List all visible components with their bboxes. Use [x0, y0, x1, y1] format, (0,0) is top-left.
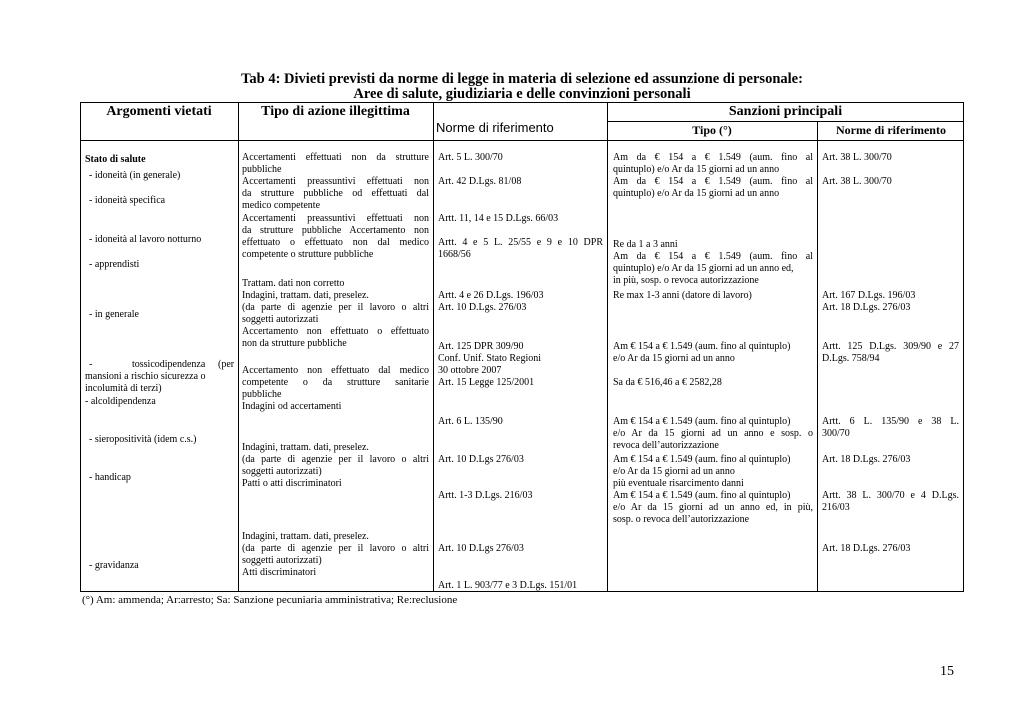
norma-sanzione-line: Artt. 6 L. 135/90 e 38 L. — [822, 416, 959, 427]
page-number: 15 — [940, 664, 954, 679]
col-border-1 — [238, 102, 239, 592]
header-norme: Norme di riferimento — [436, 120, 554, 135]
norma-line: Art. 10 D.Lgs 276/03 — [438, 454, 524, 465]
norma-line: Artt. 1-3 D.Lgs. 216/03 — [438, 490, 533, 501]
norma-line: Artt. 4 e 26 D.Lgs. 196/03 — [438, 290, 544, 301]
topic-tossicodipendenza-dash: - — [89, 359, 93, 370]
azione-line: pubbliche — [242, 389, 282, 400]
sanzione-line: revoca dell’autorizzazione — [613, 440, 719, 451]
footnote: (°) Am: ammenda; Ar:arresto; Sa: Sanzione pecuniaria amministrativa; Re:reclusione — [82, 594, 458, 606]
azione-line: Patti o atti discriminatori — [242, 478, 342, 489]
header-argomenti: Argomenti vietati — [106, 104, 212, 119]
azione-line: Accertamento non effettuato o effettuato — [242, 326, 429, 337]
topic-idoneita-notturno: - idoneità al lavoro notturno — [89, 234, 202, 245]
header-tipo-sanzione: Tipo (°) — [692, 123, 732, 137]
norma-sanzione-line: Artt. 125 D.Lgs. 309/90 e 27 — [822, 341, 959, 352]
azione-line: Indagini, trattam. dati, preselez. — [242, 290, 369, 301]
norma-line: Artt. 4 e 5 L. 25/55 e 9 e 10 DPR — [438, 237, 603, 248]
norma-sanzione-line: Art. 38 L. 300/70 — [822, 152, 892, 163]
sanzione-line: Am € 154 a € 1.549 (aum. fino al quintuplo) — [613, 454, 791, 465]
azione-line: Atti discriminatori — [242, 567, 317, 578]
sanzioni-divider — [607, 121, 964, 122]
col-border-left — [80, 102, 81, 592]
sanzione-line: Sa da € 516,46 a € 2582,28 — [613, 377, 722, 388]
norma-sanzione-line: Artt. 38 L. 300/70 e 4 D.Lgs. — [822, 490, 959, 501]
sanzione-line: e/o Ar da 15 giorni ad un anno — [613, 353, 735, 364]
table-header-border — [80, 140, 964, 141]
azione-line: Accertamenti preassuntivi effettuati non — [242, 176, 429, 187]
azione-line: Accertamenti preassuntivi effettuati non — [242, 213, 429, 224]
sanzione-line: Re max 1-3 anni (datore di lavoro) — [613, 290, 752, 301]
norma-line: Art. 10 D.Lgs 276/03 — [438, 543, 524, 554]
sanzione-line: in più, sosp. o revoca autorizzazione — [613, 275, 759, 286]
sanzione-line: e/o Ar da 15 giorni ad un anno — [613, 466, 735, 477]
sanzione-line: Am € 154 a € 1.549 (aum. fino al quintuplo) — [613, 341, 791, 352]
topic-handicap: - handicap — [89, 472, 131, 483]
norma-sanzione-line: Art. 18 D.Lgs. 276/03 — [822, 543, 911, 554]
azione-line: soggetti autorizzati) — [242, 555, 322, 566]
norma-line: Art. 1 L. 903/77 e 3 D.Lgs. 151/01 — [438, 580, 578, 591]
norma-line: 30 ottobre 2007 — [438, 365, 502, 376]
sanzione-line: Am € 154 a € 1.549 (aum. fino al quintuplo) — [613, 416, 791, 427]
azione-line: (da parte di agenzie per il lavoro o altri — [242, 302, 429, 313]
sanzione-line: quintuplo) e/o Ar da 15 giorni ad un anno ed, — [613, 263, 794, 274]
norma-sanzione-line: Art. 167 D.Lgs. 196/03 — [822, 290, 916, 301]
sanzione-line: Am da € 154 a € 1.549 (aum. fino al — [613, 176, 813, 187]
azione-line: effettuato o effettuato non dal medico — [242, 237, 429, 248]
norma-sanzione-line: Art. 38 L. 300/70 — [822, 176, 892, 187]
norma-sanzione-line: Art. 18 D.Lgs. 276/03 — [822, 454, 911, 465]
azione-line: Trattam. dati non corretto — [242, 278, 345, 289]
table-title-line1: Tab 4: Divieti previsti da norme di legge in materia di selezione ed assunzione di personale: — [241, 71, 803, 87]
norma-line: Art. 42 D.Lgs. 81/08 — [438, 176, 522, 187]
sanzione-line: Am da € 154 a € 1.549 (aum. fino al — [613, 251, 813, 262]
table-top-border — [80, 102, 964, 103]
azione-line: (da parte di agenzie per il lavoro o altri — [242, 543, 429, 554]
norma-sanzione-line: 300/70 — [822, 428, 850, 439]
topic-idoneita-specifica: - idoneità specifica — [89, 195, 166, 206]
topic-tossicodipendenza-line2: mansioni a rischio sicurezza o — [85, 371, 206, 382]
azione-line: pubbliche — [242, 164, 282, 175]
topic-idoneita-generale: - idoneità (in generale) — [89, 170, 181, 181]
topic-alcoldipendenza: - alcoldipendenza — [85, 396, 156, 407]
norma-line: Art. 6 L. 135/90 — [438, 416, 503, 427]
azione-line: non da strutture pubbliche — [242, 338, 347, 349]
azione-line: Indagini od accertamenti — [242, 401, 342, 412]
header-norme-sanzione: Norme di riferimento — [836, 123, 946, 137]
azione-line: soggetti autorizzati — [242, 314, 319, 325]
azione-line: Indagini, trattam. dati, preselez. — [242, 531, 369, 542]
sanzione-line: e/o Ar da 15 giorni ad un anno e sosp. o — [613, 428, 813, 439]
norma-sanzione-line: D.Lgs. 758/94 — [822, 353, 880, 364]
col-border-right — [963, 102, 964, 592]
azione-line: medico competente — [242, 200, 321, 211]
sanzione-line: Am € 154 a € 1.549 (aum. fino al quintuplo) — [613, 490, 791, 501]
header-sanzioni: Sanzioni principali — [728, 104, 843, 119]
sanzione-line: quintuplo) e/o Ar da 15 giorni ad un anno — [613, 164, 780, 175]
norma-line: Conf. Unif. Stato Regioni — [438, 353, 542, 364]
topic-in-generale: - in generale — [89, 309, 139, 320]
topic-gravidanza: - gravidanza — [89, 560, 139, 571]
topic-tossicodipendenza-per: (per — [218, 359, 235, 370]
col-border-3 — [607, 102, 608, 592]
topic-sieropositivita: - sieropositività (idem c.s.) — [89, 434, 197, 445]
sanzione-line: Re da 1 a 3 anni — [613, 239, 678, 250]
topic-stato-salute: Stato di salute — [85, 154, 146, 165]
norma-sanzione-line: Art. 18 D.Lgs. 276/03 — [822, 302, 911, 313]
norma-line: Art. 125 DPR 309/90 — [438, 341, 524, 352]
norma-line: Art. 15 Legge 125/2001 — [438, 377, 535, 388]
sanzione-line: quintuplo) e/o Ar da 15 giorni ad un anno — [613, 188, 780, 199]
topic-tossicodipendenza-line3: incolumità di terzi) — [85, 383, 162, 394]
norma-line: Art. 5 L. 300/70 — [438, 152, 503, 163]
header-tipo-azione: Tipo di azione illegittima — [261, 104, 410, 119]
sanzione-line: e/o Ar da 15 giorni ad un anno ed, in più, — [613, 502, 813, 513]
azione-line: da strutture pubbliche Accertamento non — [242, 225, 429, 236]
norma-sanzione-line: 216/03 — [822, 502, 850, 513]
azione-line: competente o strutture pubbliche — [242, 249, 374, 260]
topic-apprendisti: - apprendisti — [89, 259, 140, 270]
norma-line: Artt. 11, 14 e 15 D.Lgs. 66/03 — [438, 213, 559, 224]
azione-line: competente o da strutture sanitarie — [242, 377, 429, 388]
norma-line: Art. 10 D.Lgs. 276/03 — [438, 302, 527, 313]
sanzione-line: Am da € 154 a € 1.549 (aum. fino al — [613, 152, 813, 163]
topic-tossicodipendenza: tossicodipendenza — [132, 359, 206, 370]
sanzione-line: più eventuale risarcimento danni — [613, 478, 744, 489]
azione-line: Indagini, trattam. dati, preselez. — [242, 442, 369, 453]
azione-line: da strutture pubbliche od effettuati dal — [242, 188, 429, 199]
azione-line: soggetti autorizzati) — [242, 466, 322, 477]
azione-line: Accertamento non effettuato dal medico — [242, 365, 429, 376]
norma-line: 1668/56 — [438, 249, 471, 260]
col-border-4 — [817, 121, 818, 592]
col-border-2 — [433, 102, 434, 592]
sanzione-line: sosp. o revoca dell’autorizzazione — [613, 514, 750, 525]
azione-line: (da parte di agenzie per il lavoro o altri — [242, 454, 429, 465]
table-title-line2: Aree di salute, giudiziaria e delle convinzioni personali — [353, 86, 691, 102]
azione-line: Accertamenti effettuati non da strutture — [242, 152, 429, 163]
